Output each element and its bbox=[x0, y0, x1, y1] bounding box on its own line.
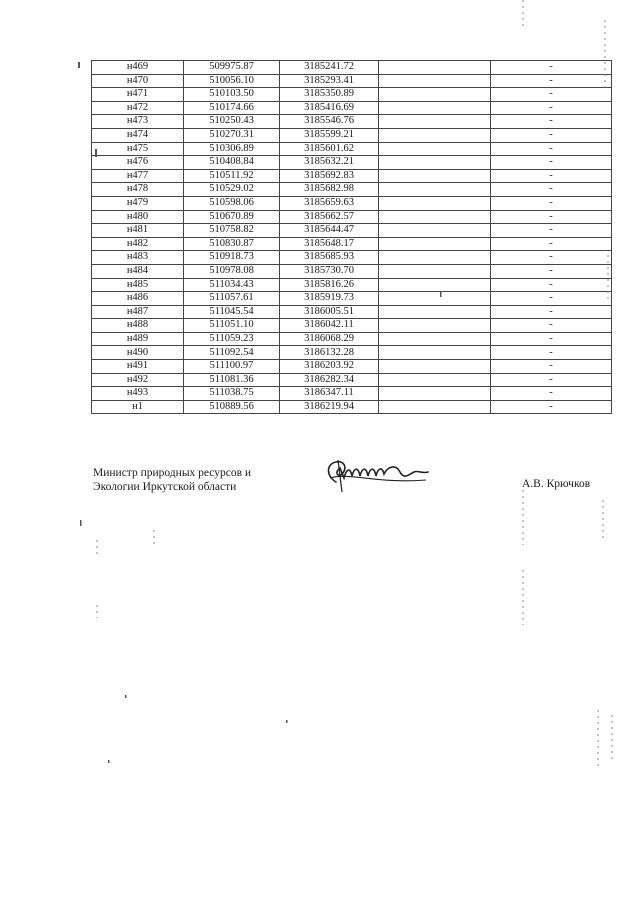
x-coordinate-cell: 511059.23 bbox=[184, 332, 280, 346]
x-coordinate-cell: 510889.56 bbox=[184, 400, 280, 414]
point-id-cell: н478 bbox=[92, 183, 184, 197]
dash-cell: - bbox=[491, 169, 612, 183]
point-id-cell: н490 bbox=[92, 346, 184, 360]
dash-cell: - bbox=[491, 278, 612, 292]
table-row bbox=[92, 264, 612, 278]
table-row bbox=[92, 183, 612, 197]
dash-cell: - bbox=[491, 332, 612, 346]
empty-cell bbox=[379, 251, 491, 265]
x-coordinate-cell: 510918.73 bbox=[184, 251, 280, 265]
dash-cell: - bbox=[491, 61, 612, 75]
point-id-cell: н480 bbox=[92, 210, 184, 224]
x-coordinate-cell: 510511.92 bbox=[184, 169, 280, 183]
table-row bbox=[92, 101, 612, 115]
coordinates-table-body bbox=[92, 61, 612, 414]
x-coordinate-cell: 511051.10 bbox=[184, 319, 280, 333]
dash-cell: - bbox=[491, 156, 612, 170]
y-coordinate-cell: 3186005.51 bbox=[280, 305, 379, 319]
empty-cell bbox=[379, 88, 491, 102]
x-coordinate-cell: 510103.50 bbox=[184, 88, 280, 102]
empty-cell bbox=[379, 400, 491, 414]
table-row bbox=[92, 88, 612, 102]
table-row bbox=[92, 196, 612, 210]
table-row bbox=[92, 400, 612, 414]
x-coordinate-cell: 510174.66 bbox=[184, 101, 280, 115]
x-coordinate-cell: 510306.89 bbox=[184, 142, 280, 156]
point-id-cell: н491 bbox=[92, 360, 184, 374]
empty-cell bbox=[379, 115, 491, 129]
point-id-cell: н488 bbox=[92, 319, 184, 333]
empty-cell bbox=[379, 183, 491, 197]
point-id-cell: н479 bbox=[92, 196, 184, 210]
y-coordinate-cell: 3185662.57 bbox=[280, 210, 379, 224]
y-coordinate-cell: 3186347.11 bbox=[280, 387, 379, 401]
point-id-cell: н475 bbox=[92, 142, 184, 156]
empty-cell bbox=[379, 74, 491, 88]
y-coordinate-cell: 3185599.21 bbox=[280, 128, 379, 142]
table-row bbox=[92, 142, 612, 156]
dash-cell: - bbox=[491, 183, 612, 197]
point-id-cell: н476 bbox=[92, 156, 184, 170]
coordinates-table bbox=[91, 60, 612, 414]
empty-cell bbox=[379, 224, 491, 238]
y-coordinate-cell: 3185644.47 bbox=[280, 224, 379, 238]
table-row bbox=[92, 278, 612, 292]
table-row bbox=[92, 128, 612, 142]
y-coordinate-cell: 3186203.92 bbox=[280, 360, 379, 374]
empty-cell bbox=[379, 169, 491, 183]
table-row bbox=[92, 115, 612, 129]
y-coordinate-cell: 3185659.63 bbox=[280, 196, 379, 210]
empty-cell bbox=[379, 142, 491, 156]
empty-cell bbox=[379, 305, 491, 319]
point-id-cell: н482 bbox=[92, 237, 184, 251]
x-coordinate-cell: 509975.87 bbox=[184, 61, 280, 75]
point-id-cell: н487 bbox=[92, 305, 184, 319]
table-row bbox=[92, 346, 612, 360]
minister-title bbox=[93, 466, 251, 494]
dash-cell: - bbox=[491, 101, 612, 115]
empty-cell bbox=[379, 210, 491, 224]
dash-cell: - bbox=[491, 319, 612, 333]
y-coordinate-cell: 3185241.72 bbox=[280, 61, 379, 75]
table-row bbox=[92, 251, 612, 265]
dash-cell: - bbox=[491, 387, 612, 401]
table-row bbox=[92, 156, 612, 170]
y-coordinate-cell: 3185350.89 bbox=[280, 88, 379, 102]
empty-cell bbox=[379, 101, 491, 115]
x-coordinate-cell: 511057.61 bbox=[184, 292, 280, 306]
dash-cell: - bbox=[491, 142, 612, 156]
point-id-cell: н492 bbox=[92, 373, 184, 387]
dash-cell: - bbox=[491, 346, 612, 360]
x-coordinate-cell: 510056.10 bbox=[184, 74, 280, 88]
table-row bbox=[92, 224, 612, 238]
point-id-cell: н485 bbox=[92, 278, 184, 292]
y-coordinate-cell: 3185632.21 bbox=[280, 156, 379, 170]
table-row bbox=[92, 169, 612, 183]
empty-cell bbox=[379, 278, 491, 292]
point-id-cell: н484 bbox=[92, 264, 184, 278]
dash-cell: - bbox=[491, 251, 612, 265]
point-id-cell: н489 bbox=[92, 332, 184, 346]
x-coordinate-cell: 510270.31 bbox=[184, 128, 280, 142]
empty-cell bbox=[379, 128, 491, 142]
x-coordinate-cell: 510598.06 bbox=[184, 196, 280, 210]
x-coordinate-cell: 511038.75 bbox=[184, 387, 280, 401]
point-id-cell: н477 bbox=[92, 169, 184, 183]
x-coordinate-cell: 510758.82 bbox=[184, 224, 280, 238]
table-row bbox=[92, 74, 612, 88]
point-id-cell: н473 bbox=[92, 115, 184, 129]
empty-cell bbox=[379, 387, 491, 401]
point-id-cell: н493 bbox=[92, 387, 184, 401]
empty-cell bbox=[379, 346, 491, 360]
dash-cell: - bbox=[491, 305, 612, 319]
y-coordinate-cell: 3185692.83 bbox=[280, 169, 379, 183]
x-coordinate-cell: 510670.89 bbox=[184, 210, 280, 224]
empty-cell bbox=[379, 264, 491, 278]
empty-cell bbox=[379, 360, 491, 374]
empty-cell bbox=[379, 61, 491, 75]
y-coordinate-cell: 3185816.26 bbox=[280, 278, 379, 292]
y-coordinate-cell: 3186282.34 bbox=[280, 373, 379, 387]
signatory-name: А.В. Крючков bbox=[522, 478, 591, 490]
table-row bbox=[92, 210, 612, 224]
y-coordinate-cell: 3185730.70 bbox=[280, 264, 379, 278]
empty-cell bbox=[379, 332, 491, 346]
point-id-cell: н470 bbox=[92, 74, 184, 88]
empty-cell bbox=[379, 373, 491, 387]
x-coordinate-cell: 511092.54 bbox=[184, 346, 280, 360]
dash-cell: - bbox=[491, 74, 612, 88]
minister-title-line1: Министр природных ресурсов и bbox=[93, 467, 252, 479]
dash-cell: - bbox=[491, 373, 612, 387]
table-row bbox=[92, 61, 612, 75]
dash-cell: - bbox=[491, 360, 612, 374]
dash-cell: - bbox=[491, 237, 612, 251]
x-coordinate-cell: 511034.43 bbox=[184, 278, 280, 292]
y-coordinate-cell: 3185601.62 bbox=[280, 142, 379, 156]
table-row bbox=[92, 237, 612, 251]
empty-cell bbox=[379, 319, 491, 333]
x-coordinate-cell: 511045.54 bbox=[184, 305, 280, 319]
point-id-cell: н474 bbox=[92, 128, 184, 142]
table-row bbox=[92, 292, 612, 306]
x-coordinate-cell: 511100.97 bbox=[184, 360, 280, 374]
x-coordinate-cell: 510250.43 bbox=[184, 115, 280, 129]
table-row bbox=[92, 319, 612, 333]
dash-cell: - bbox=[491, 196, 612, 210]
dash-cell: - bbox=[491, 264, 612, 278]
table-row bbox=[92, 360, 612, 374]
table-row bbox=[92, 387, 612, 401]
table-row bbox=[92, 332, 612, 346]
dash-cell: - bbox=[491, 128, 612, 142]
empty-cell bbox=[379, 156, 491, 170]
dash-cell: - bbox=[491, 88, 612, 102]
point-id-cell: н472 bbox=[92, 101, 184, 115]
y-coordinate-cell: 3186042.11 bbox=[280, 319, 379, 333]
x-coordinate-cell: 510529.02 bbox=[184, 183, 280, 197]
table-row bbox=[92, 305, 612, 319]
empty-cell bbox=[379, 196, 491, 210]
y-coordinate-cell: 3185919.73 bbox=[280, 292, 379, 306]
y-coordinate-cell: 3186132.28 bbox=[280, 346, 379, 360]
point-id-cell: н481 bbox=[92, 224, 184, 238]
x-coordinate-cell: 510408.84 bbox=[184, 156, 280, 170]
empty-cell bbox=[379, 237, 491, 251]
y-coordinate-cell: 3185648.17 bbox=[280, 237, 379, 251]
signature-image bbox=[318, 452, 438, 498]
point-id-cell: н486 bbox=[92, 292, 184, 306]
dash-cell: - bbox=[491, 224, 612, 238]
point-id-cell: н469 bbox=[92, 61, 184, 75]
y-coordinate-cell: 3185682.98 bbox=[280, 183, 379, 197]
minister-title-line2: Экологии Иркутской области bbox=[93, 481, 237, 493]
empty-cell bbox=[379, 292, 491, 306]
x-coordinate-cell: 511081.36 bbox=[184, 373, 280, 387]
y-coordinate-cell: 3185416.69 bbox=[280, 101, 379, 115]
table-row bbox=[92, 373, 612, 387]
dash-cell: - bbox=[491, 292, 612, 306]
dash-cell: - bbox=[491, 400, 612, 414]
x-coordinate-cell: 510830.87 bbox=[184, 237, 280, 251]
y-coordinate-cell: 3185546.76 bbox=[280, 115, 379, 129]
point-id-cell: н471 bbox=[92, 88, 184, 102]
y-coordinate-cell: 3185685.93 bbox=[280, 251, 379, 265]
y-coordinate-cell: 3185293.41 bbox=[280, 74, 379, 88]
point-id-cell: н1 bbox=[92, 400, 184, 414]
y-coordinate-cell: 3186068.29 bbox=[280, 332, 379, 346]
dash-cell: - bbox=[491, 210, 612, 224]
point-id-cell: н483 bbox=[92, 251, 184, 265]
y-coordinate-cell: 3186219.94 bbox=[280, 400, 379, 414]
dash-cell: - bbox=[491, 115, 612, 129]
x-coordinate-cell: 510978.08 bbox=[184, 264, 280, 278]
